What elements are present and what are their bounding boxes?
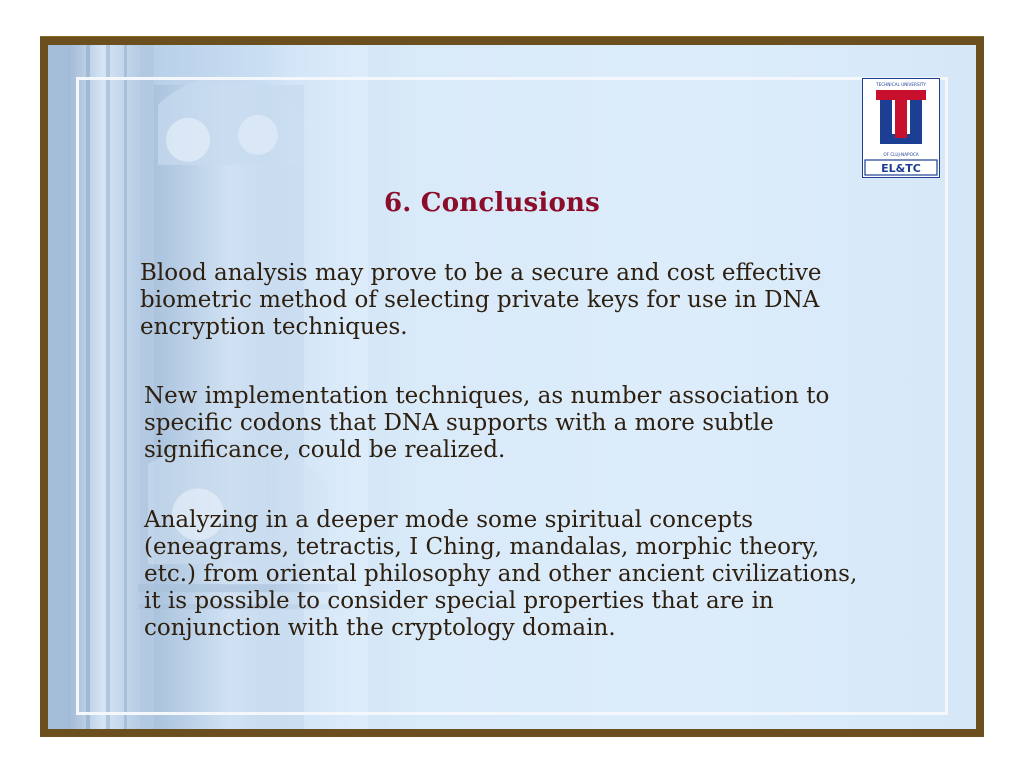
paragraph-spiritual-concepts: Analyzing in a deeper mode some spiritual concepts (eneagrams, tetractis, I Ching, mandalas, morphic theory, etc.) from oriental philosophy and other ancient civilizations, it is possible to consider special properties that are in conjunction with the cryptology domain. bbox=[144, 507, 858, 641]
paragraph-blood-analysis: Blood analysis may prove to be a secure and cost effective biometric method of selecting private keys for use in DNA encryption techniques. bbox=[140, 260, 822, 340]
paragraph-implementation-techniques: New implementation techniques, as number association to specific codons that DNA supports with a more subtle significance, could be realized. bbox=[144, 383, 830, 463]
slide-title: 6. Conclusions bbox=[384, 188, 600, 218]
logo-bottom-text: OF CLUJ-NAPOCA bbox=[883, 152, 919, 157]
university-logo bbox=[862, 78, 940, 178]
logo-top-text: TECHNICAL UNIVERSITY bbox=[876, 82, 926, 87]
logo-label: EL&TC bbox=[881, 162, 921, 175]
